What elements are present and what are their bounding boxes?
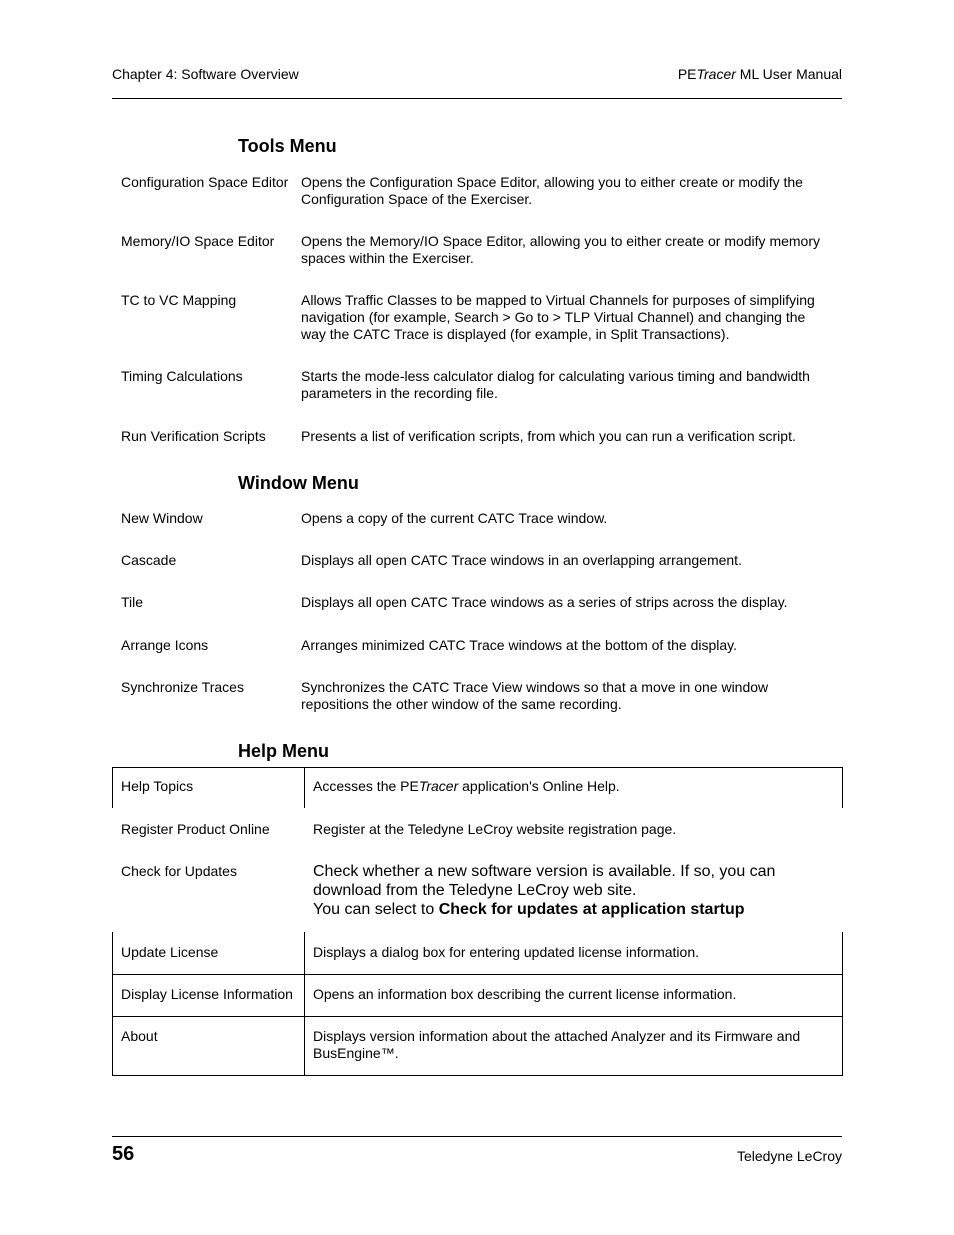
header-rule xyxy=(112,98,842,99)
tools-desc-verification: Presents a list of verification scripts, from which you can run a verification script. xyxy=(301,428,796,444)
tools-desc-timing: Starts the mode-less calculator dialog for calculating various timing and bandwidth parameters in the recording file. xyxy=(301,368,810,401)
footer-company: Teledyne LeCroy xyxy=(736,1148,842,1164)
footer-rule xyxy=(112,1136,842,1137)
help-term-about: About xyxy=(121,1028,158,1044)
check-updates-line1: Check whether a new software version is available. If so, you can download from the Teledyne LeCroy web site. xyxy=(313,863,776,899)
help-topics-desc-suffix: application's Online Help. xyxy=(458,778,620,794)
chapter-title: Chapter 4: Software Overview xyxy=(112,66,299,82)
check-updates-line2 xyxy=(313,900,838,919)
manual-title-suffix: ML User Manual xyxy=(735,66,842,82)
window-desc-arrange-icons: Arranges minimized CATC Trace windows at the bottom of the display. xyxy=(301,637,737,653)
window-desc-tile: Displays all open CATC Trace windows as a series of strips across the display. xyxy=(301,594,788,610)
window-menu-heading: Window Menu xyxy=(238,473,359,493)
window-term-synchronize: Synchronize Traces xyxy=(121,679,244,695)
help-table-left-border-1 xyxy=(112,767,113,808)
window-term-new-window: New Window xyxy=(121,510,203,526)
tools-desc-memory-io: Opens the Memory/IO Space Editor, allowing you to either create or modify memory spaces within the Exerciser. xyxy=(301,233,821,266)
window-term-tile: Tile xyxy=(121,594,144,610)
tools-desc-config-space: Opens the Configuration Space Editor, allowing you to either create or modify the Configuration Space of the Exerciser. xyxy=(301,174,803,207)
window-desc-synchronize: Synchronizes the CATC Trace View windows so that a move in one window repositions the other window of the same recording. xyxy=(301,679,769,712)
manual-title xyxy=(678,66,842,82)
help-table-top-border xyxy=(112,767,843,768)
help-table-divider-1 xyxy=(304,767,305,808)
help-desc-display-license: Opens an information box describing the current license information. xyxy=(313,986,737,1002)
help-table-right-border-1 xyxy=(842,767,843,808)
help-topics-desc-prefix: Accesses the PE xyxy=(313,778,419,794)
tools-term-verification: Run Verification Scripts xyxy=(121,428,266,444)
tools-desc-tc-vc: Allows Traffic Classes to be mapped to Virtual Channels for purposes of simplifying navigation (for example, Search > Go to > TLP Virtual Channel) and changing the way the CATC Trace is displayed (for example, in Split Transactions). xyxy=(301,292,815,342)
help-menu-heading: Help Menu xyxy=(238,741,330,761)
tools-term-config-space: Configuration Space Editor xyxy=(121,174,289,190)
page-number: 56 xyxy=(112,1143,135,1165)
help-table-divider-2 xyxy=(304,932,305,1076)
check-updates-line2-prefix: You can select to xyxy=(313,901,439,918)
help-desc-about: Displays version information about the attached Analyzer and its Firmware and BusEngine™. xyxy=(313,1028,801,1061)
manual-title-prefix: PE xyxy=(677,66,697,82)
window-desc-new-window: Opens a copy of the current CATC Trace window. xyxy=(301,510,608,526)
help-term-update-license: Update License xyxy=(121,944,219,960)
help-term-help-topics: Help Topics xyxy=(121,778,194,794)
help-term-register: Register Product Online xyxy=(121,821,270,837)
help-term-check-updates: Check for Updates xyxy=(121,863,237,879)
help-desc-register: Register at the Teledyne LeCroy website registration page. xyxy=(313,821,677,837)
help-desc-help-topics xyxy=(313,778,838,795)
window-desc-cascade: Displays all open CATC Trace windows in an overlapping arrangement. xyxy=(301,552,742,568)
help-table-right-border-2 xyxy=(842,932,843,1076)
help-term-display-license: Display License Information xyxy=(121,986,293,1002)
help-topics-desc-italic: Tracer xyxy=(418,778,459,794)
tools-term-timing: Timing Calculations xyxy=(121,368,243,384)
help-table-row-line-1 xyxy=(112,974,843,975)
window-term-cascade: Cascade xyxy=(121,552,177,568)
help-desc-update-license: Displays a dialog box for entering updated license information. xyxy=(313,944,700,960)
help-table-bottom-border xyxy=(112,1075,843,1076)
check-updates-line2-bold: Check for updates at application startup xyxy=(438,901,745,918)
tools-menu-heading: Tools Menu xyxy=(238,136,337,156)
manual-title-italic: Tracer xyxy=(696,66,736,82)
tools-term-tc-vc: TC to VC Mapping xyxy=(121,292,237,308)
help-table-row-line-2 xyxy=(112,1016,843,1017)
help-desc-check-updates xyxy=(313,862,838,919)
tools-term-memory-io: Memory/IO Space Editor xyxy=(121,233,275,249)
window-term-arrange-icons: Arrange Icons xyxy=(121,637,209,653)
help-table-left-border-2 xyxy=(112,932,113,1076)
